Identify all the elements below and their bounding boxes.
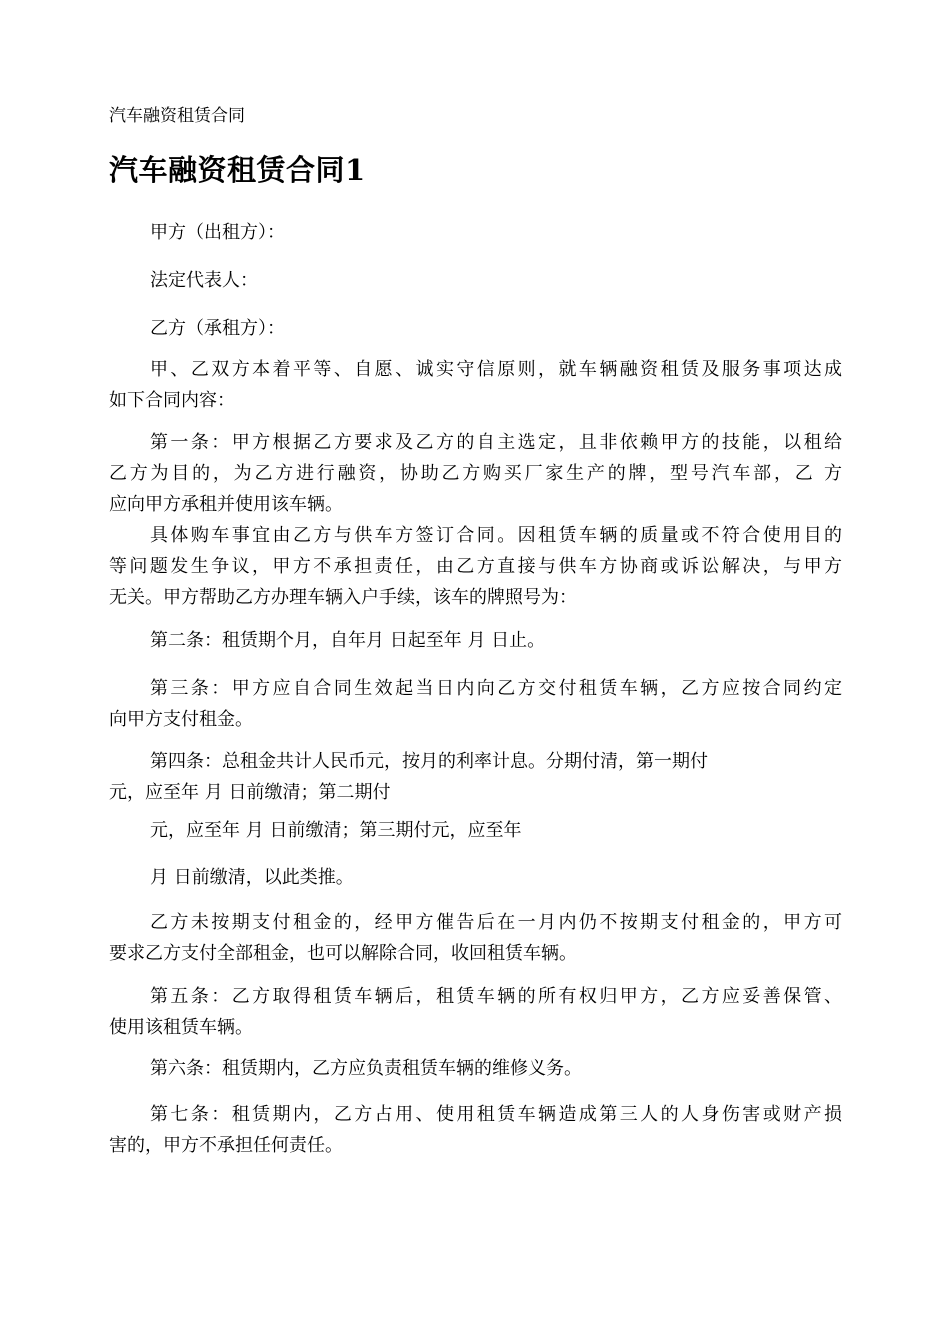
paragraph-line: 向甲方支付租金。 [109, 709, 253, 730]
paragraph-line: 乙方为目的，为乙方进行融资，协助乙方购买厂家生产的牌，型号汽车部，乙 方 [109, 463, 842, 484]
paragraph [109, 815, 842, 846]
paragraph-line: 月 日前缴清，以此类推。 [150, 867, 354, 888]
paragraph-line: 法定代表人： [150, 270, 258, 291]
paragraph-line: 元，应至年 月 日前缴清；第二期付 [109, 782, 391, 803]
paragraph [109, 862, 842, 893]
paragraph-line: 甲、乙双方本着平等、自愿、诚实守信原则，就车辆融资租赁及服务事项达成 [150, 359, 842, 380]
paragraph-line: 第五条：乙方取得租赁车辆后，租赁车辆的所有权归甲方，乙方应妥善保管、 [150, 986, 842, 1007]
paragraph [109, 1099, 842, 1161]
paragraph-line: 无关。甲方帮助乙方办理车辆入户手续，该车的牌照号为： [109, 587, 577, 608]
paragraph [109, 217, 842, 248]
paragraph-line: 第二条：租赁期个月，自年月 日起至年 月 日止。 [150, 630, 546, 651]
paragraph [109, 625, 842, 656]
paragraph-line: 第一条：甲方根据乙方要求及乙方的自主选定，且非依赖甲方的技能，以租给 [150, 432, 842, 453]
paragraph [109, 520, 842, 613]
paragraph [109, 1053, 842, 1084]
paragraph [109, 313, 842, 344]
paragraph [109, 265, 842, 296]
paragraph-line: 乙方（承租方）： [150, 318, 285, 339]
document-header: 汽车融资租赁合同 [109, 106, 245, 126]
paragraph [109, 427, 842, 520]
paragraph-line: 要求乙方支付全部租金，也可以解除合同，收回租赁车辆。 [109, 943, 577, 964]
paragraph-line: 第四条：总租金共计人民币元，按月的利率计息。分期付清，第一期付 [150, 751, 708, 772]
paragraph-line: 第七条：租赁期内，乙方占用、使用租赁车辆造成第三人的人身伤害或财产损 [150, 1104, 842, 1125]
paragraph-line: 乙方未按期支付租金的，经甲方催告后在一月内仍不按期支付租金的，甲方可 [150, 912, 842, 933]
paragraph-line: 如下合同内容： [109, 390, 235, 411]
paragraph-line: 第三条：甲方应自合同生效起当日内向乙方交付租赁车辆，乙方应按合同约定 [150, 678, 842, 699]
paragraph-line: 害的，甲方不承担任何责任。 [109, 1135, 343, 1156]
paragraph-line: 具体购车事宜由乙方与供车方签订合同。因租赁车辆的质量或不符合使用目的 [150, 525, 842, 546]
document-title: 汽车融资租赁合同1 [109, 153, 366, 187]
paragraph [109, 354, 842, 416]
paragraph [109, 981, 842, 1043]
paragraph [109, 907, 842, 969]
paragraph-line: 使用该租赁车辆。 [109, 1017, 253, 1038]
paragraph [109, 673, 842, 735]
paragraph-line: 等问题发生争议，甲方不承担责任，由乙方直接与供车方协商或诉讼解决，与甲方 [109, 556, 842, 577]
paragraph-line: 应向甲方承租并使用该车辆。 [109, 494, 343, 515]
paragraph-line: 元，应至年 月 日前缴清；第三期付元，应至年 [150, 820, 522, 841]
paragraph-line: 甲方（出租方）： [150, 222, 285, 243]
paragraph-line: 第六条：租赁期内，乙方应负责租赁车辆的维修义务。 [150, 1058, 582, 1079]
paragraph [109, 746, 842, 808]
